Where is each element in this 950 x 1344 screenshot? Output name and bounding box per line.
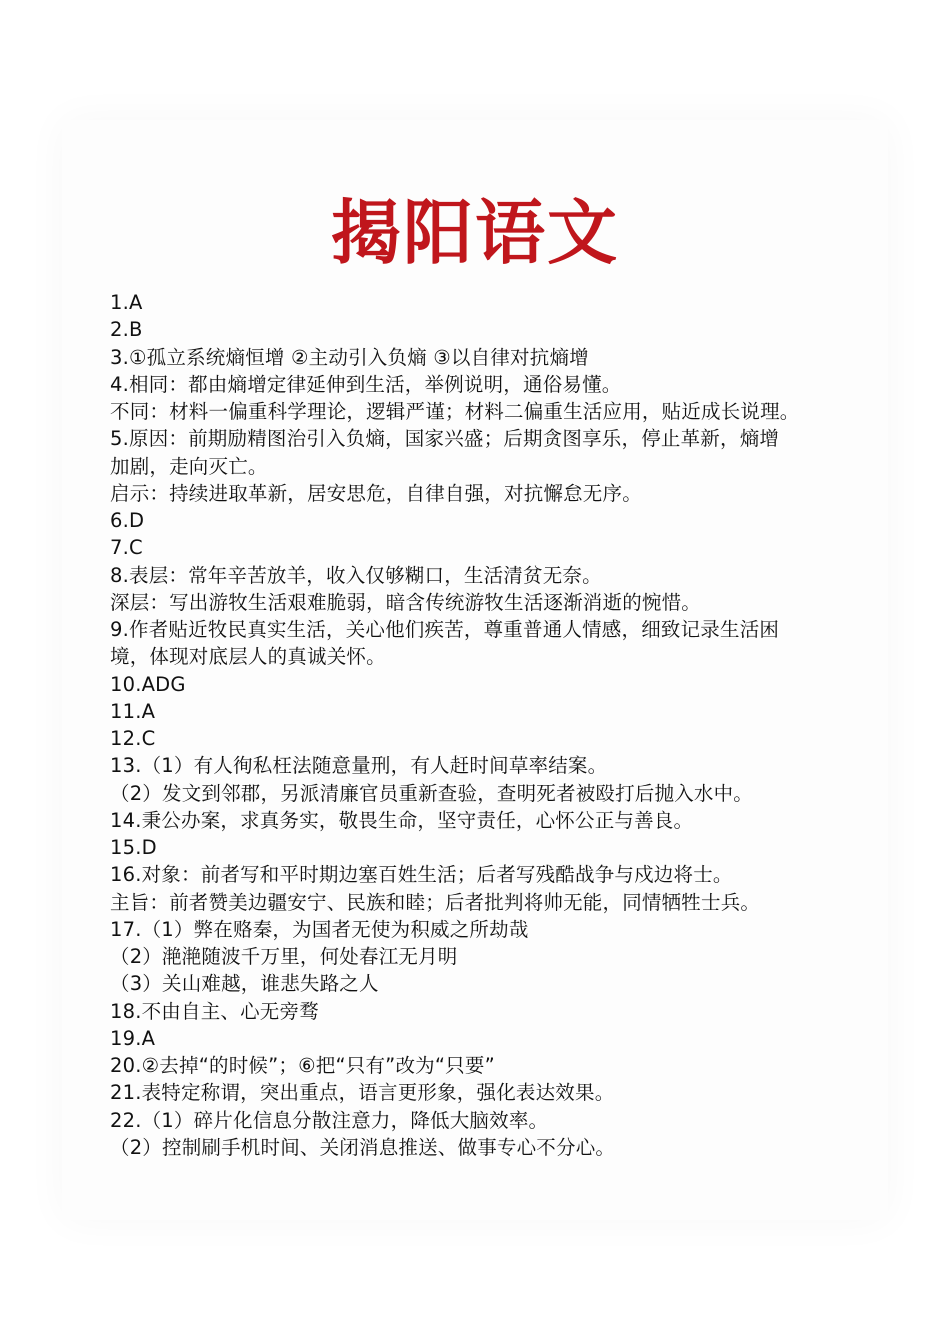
answer-line: 不同：材料一偏重科学理论，逻辑严谨；材料二偏重生活应用，贴近成长说理。 (110, 400, 800, 423)
answer-line: 启示：持续进取革新，居安思危，自律自强，对抗懈怠无序。 (110, 481, 642, 505)
answer-line: 4.相同：都由熵增定律延伸到生活，举例说明，通俗易懂。 (110, 372, 622, 396)
answer-line: 21.表特定称谓，突出重点，语言更形象，强化表达效果。 (110, 1081, 615, 1105)
answer-line: 深层：写出游牧生活艰难脆弱，暗含传统游牧生活逐渐消逝的惋惜。 (110, 590, 702, 614)
answer-line: 1.A (110, 291, 143, 314)
answer-line: 2.B (110, 318, 143, 342)
answer-line: 16.对象：前者写和平时期边塞百姓生活；后者写残酷战争与戍边将士。 (110, 863, 733, 887)
answer-line: 加剧，走向灭亡。 (110, 454, 268, 478)
answer-line: 17.（1）弊在赂秦，为国者无使为积威之所劫哉 (110, 917, 529, 941)
answer-list (110, 289, 850, 1161)
answer-line: 13.（1）有人徇私枉法随意量刑，有人赶时间草率结案。 (110, 754, 608, 778)
answer-line: 19.A (110, 1026, 156, 1050)
answer-line: 22.（1）碎片化信息分散注意力，降低大脑效率。 (110, 1108, 549, 1132)
answer-line: 7.C (110, 536, 143, 560)
answer-line: 11.A (110, 699, 156, 723)
answer-line: 14.秉公办案，求真务实，敬畏生命，坚守责任，心怀公正与善良。 (110, 808, 694, 832)
answer-line: 3.①孤立系统熵恒增 ②主动引入负熵 ③以自律对抗熵增 (110, 345, 589, 369)
answer-line: 20.②去掉“的时候”；⑥把“只有”改为“只要” (110, 1054, 495, 1077)
answer-line: （2）滟滟随波千万里，何处春江无月明 (110, 945, 458, 968)
answer-line: 15.D (110, 836, 157, 859)
page-title: 揭阳语文 (331, 192, 619, 274)
answer-line: 10.ADG (110, 672, 186, 696)
answer-line: （2）控制刷手机时间、关闭消息推送、做事专心不分心。 (110, 1135, 616, 1159)
answer-line: 境，体现对底层人的真诚关怀。 (110, 645, 386, 669)
answer-line: 9.作者贴近牧民真实生活，关心他们疾苦，尊重普通人情感，细致记录生活困 (110, 618, 780, 641)
answer-line: 12.C (110, 727, 156, 750)
answer-line: （3）关山难越，谁悲失路之人 (110, 972, 379, 996)
answer-line: 18.不由自主、心无旁骛 (110, 999, 319, 1023)
answer-line: 5.原因：前期励精图治引入负熵，国家兴盛；后期贪图享乐，停止革新，熵增 (110, 427, 780, 451)
answer-line: （2）发文到邻郡，另派清廉官员重新查验，查明死者被殴打后抛入水中。 (110, 781, 754, 805)
answer-line: 6.D (110, 509, 145, 532)
answer-line: 8.表层：常年辛苦放羊，收入仅够糊口，生活清贫无奈。 (110, 563, 602, 587)
answer-line: 主旨：前者赞美边疆安宁、民族和睦；后者批判将帅无能，同情牺牲士兵。 (110, 890, 761, 914)
